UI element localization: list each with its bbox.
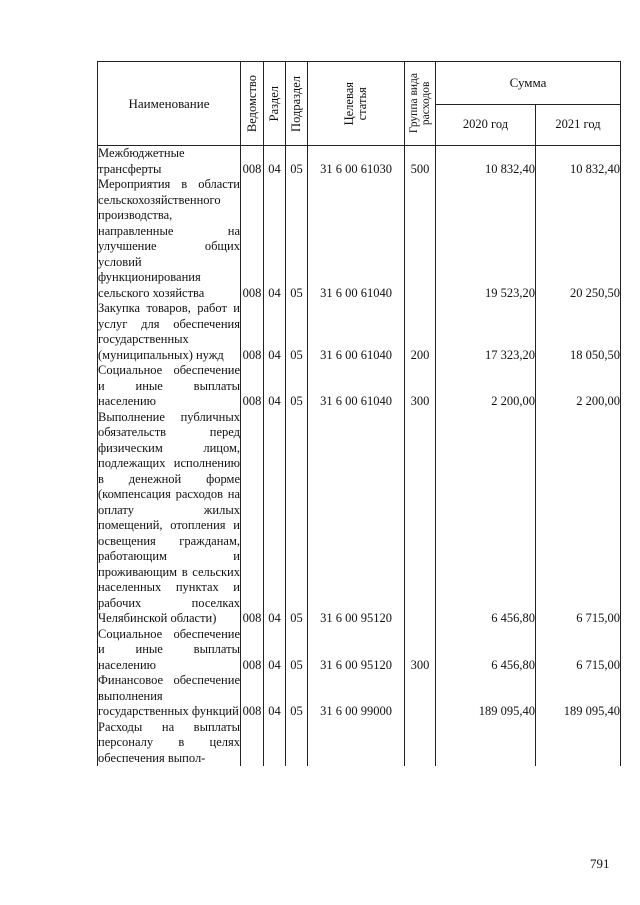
row-name: Социальное обеспечение и иные выплаты населению bbox=[98, 363, 240, 408]
row-target: 31 6 00 61030 bbox=[308, 146, 405, 178]
row-amount-2020: 17 323,20 bbox=[436, 301, 536, 363]
table-row bbox=[98, 146, 621, 178]
row-amount-2020: 189 095,40 bbox=[436, 673, 536, 720]
row-group: 300 bbox=[405, 627, 436, 674]
row-amount-2021 bbox=[536, 720, 621, 767]
row-dept: 008 bbox=[241, 301, 264, 363]
header-subsection: Подраздел bbox=[286, 62, 308, 146]
row-target: 31 6 00 95120 bbox=[308, 627, 405, 674]
table-body bbox=[98, 146, 621, 767]
row-target: 31 6 00 61040 bbox=[308, 363, 405, 410]
row-target: 31 6 00 61040 bbox=[308, 301, 405, 363]
row-name: Мероприятия в области сельскохозяйственного производства, направленные на улучшение общих условий функционирования сельского хозяйства bbox=[98, 177, 240, 300]
row-dept: 008 bbox=[241, 363, 264, 410]
row-subsection: 05 bbox=[286, 146, 308, 178]
row-group: 200 bbox=[405, 301, 436, 363]
row-name: Расходы на выплаты персоналу в целях обеспечения выпол- bbox=[98, 719, 240, 765]
row-target: 31 6 00 95120 bbox=[308, 410, 405, 627]
row-subsection: 05 bbox=[286, 410, 308, 627]
row-dept: 008 bbox=[241, 410, 264, 627]
row-amount-2021: 2 200,00 bbox=[536, 363, 621, 410]
table-row bbox=[98, 177, 621, 301]
table-row bbox=[98, 363, 621, 410]
budget-table bbox=[97, 61, 621, 766]
row-group bbox=[405, 720, 436, 767]
row-target: 31 6 00 61040 bbox=[308, 177, 405, 301]
row-amount-2021: 6 715,00 bbox=[536, 627, 621, 674]
row-amount-2020 bbox=[436, 720, 536, 767]
header-name: Наименование bbox=[98, 62, 241, 146]
row-amount-2021: 18 050,50 bbox=[536, 301, 621, 363]
row-name: Выполнение публичных обязательств перед физическим лицом, подлежащих исполнению в денежной форме (компенсация расходов на оплату жилых помещений, отопления и освещения гражданам, работающим и проживающим в сельских населенных пунктах и рабочих поселках Челябинской области) bbox=[98, 409, 240, 625]
row-amount-2021: 6 715,00 bbox=[536, 410, 621, 627]
row-amount-2021: 10 832,40 bbox=[536, 146, 621, 178]
table-row bbox=[98, 673, 621, 720]
page-number: 791 bbox=[590, 856, 610, 871]
header-year-2020: 2020 год bbox=[436, 105, 536, 146]
header-year-2021: 2021 год bbox=[536, 105, 621, 146]
header-section: Раздел bbox=[264, 62, 286, 146]
row-dept: 008 bbox=[241, 627, 264, 674]
row-amount-2020: 6 456,80 bbox=[436, 410, 536, 627]
table-row bbox=[98, 410, 621, 627]
row-target: 31 6 00 99000 bbox=[308, 673, 405, 720]
row-name: Социальное обеспечение и иные выплаты населению bbox=[98, 626, 240, 672]
row-subsection: 05 bbox=[286, 301, 308, 363]
row-section: 04 bbox=[264, 301, 286, 363]
table-row bbox=[98, 301, 621, 363]
row-dept: 008 bbox=[241, 146, 264, 178]
row-name: Закупка товаров, работ и услуг для обеспечения государственных (муниципальных) нужд bbox=[98, 301, 240, 362]
row-amount-2020: 2 200,00 bbox=[436, 363, 536, 410]
row-amount-2021: 20 250,50 bbox=[536, 177, 621, 301]
row-subsection: 05 bbox=[286, 627, 308, 674]
row-group: 500 bbox=[405, 146, 436, 178]
row-amount-2020: 10 832,40 bbox=[436, 146, 536, 178]
table-header bbox=[98, 62, 621, 146]
row-dept: 008 bbox=[241, 177, 264, 301]
row-group bbox=[405, 673, 436, 720]
row-amount-2021: 189 095,40 bbox=[536, 673, 621, 720]
row-dept bbox=[241, 720, 264, 767]
header-target: Целевая статья bbox=[308, 62, 405, 146]
row-name: Финансовое обеспечение выполнения государственных функций bbox=[98, 673, 240, 718]
header-dept: Ведомство bbox=[241, 62, 264, 146]
header-sum: Сумма bbox=[436, 62, 621, 105]
row-section: 04 bbox=[264, 177, 286, 301]
row-section: 04 bbox=[264, 363, 286, 410]
row-group bbox=[405, 410, 436, 627]
row-section: 04 bbox=[264, 627, 286, 674]
row-amount-2020: 19 523,20 bbox=[436, 177, 536, 301]
table-row bbox=[98, 627, 621, 674]
row-amount-2020: 6 456,80 bbox=[436, 627, 536, 674]
row-section bbox=[264, 720, 286, 767]
table-row bbox=[98, 720, 621, 767]
row-group: 300 bbox=[405, 363, 436, 410]
row-subsection: 05 bbox=[286, 177, 308, 301]
row-name: Межбюджетные трансферты bbox=[98, 146, 241, 178]
row-subsection: 05 bbox=[286, 673, 308, 720]
row-section: 04 bbox=[264, 410, 286, 627]
header-group: Группа вида расходов bbox=[405, 62, 436, 146]
row-section: 04 bbox=[264, 673, 286, 720]
row-target bbox=[308, 720, 405, 767]
row-subsection bbox=[286, 720, 308, 767]
row-section: 04 bbox=[264, 146, 286, 178]
row-subsection: 05 bbox=[286, 363, 308, 410]
row-group bbox=[405, 177, 436, 301]
row-dept: 008 bbox=[241, 673, 264, 720]
